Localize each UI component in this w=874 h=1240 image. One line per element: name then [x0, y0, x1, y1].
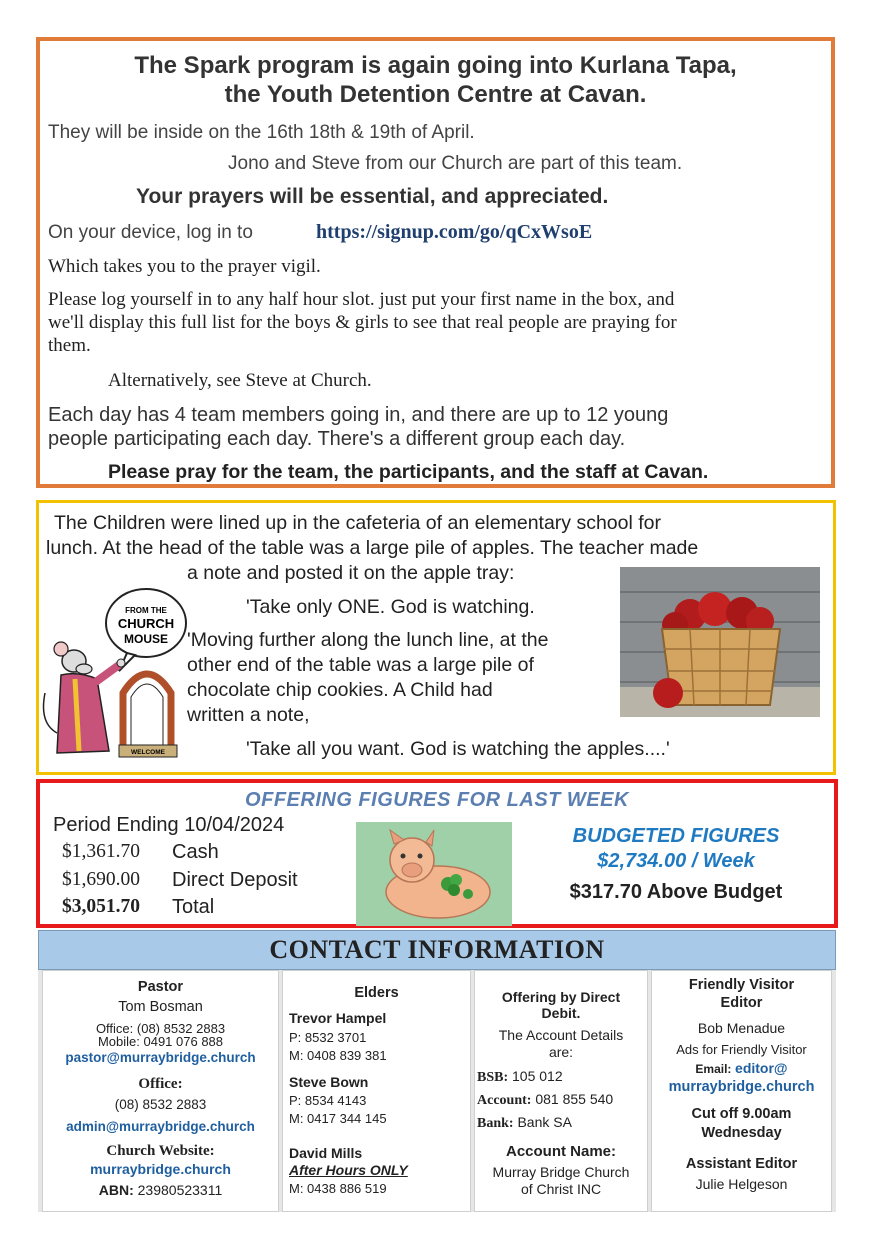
elder3-note: After Hours ONLY [289, 1162, 408, 1178]
bank-value: Bank SA [517, 1114, 572, 1130]
story-quote-2: 'Take all you want. God is watching the apples....' [246, 738, 670, 760]
spark-each-day-1: Each day has 4 team members going in, and there are up to 12 young [48, 404, 669, 426]
offering-heading: OFFERING FIGURES FOR LAST WEEK [245, 789, 629, 811]
pastor-title: Pastor [137, 979, 184, 995]
editor-email-label: Email: [695, 1062, 732, 1076]
office-phone: (08) 8532 2883 [114, 1097, 207, 1112]
budget-title: BUDGETED FIGURES [572, 825, 780, 847]
church-mouse-box [36, 500, 836, 775]
spark-pray: Please pray for the team, the participants, and the staff at Cavan. [108, 461, 709, 483]
story-line-5: other end of the table was a large pile of [187, 654, 534, 676]
pastor-mobile: Mobile: 0491 076 888 [97, 1034, 224, 1049]
badge-line3: MOUSE [123, 632, 169, 646]
office-title: Office: [138, 1076, 183, 1092]
piggy-photo [356, 822, 512, 926]
spark-instructions-2: we'll display this full list for the boys & girls to see that real people are praying for [48, 312, 677, 333]
spark-vigil: Which takes you to the prayer vigil. [48, 256, 321, 277]
elders-column [282, 970, 471, 1212]
office-email-link[interactable]: admin@murraybridge.church [66, 1119, 255, 1134]
contact-section [38, 930, 836, 1212]
account-name-title: Account Name: [505, 1143, 617, 1160]
debit-title-2: Debit. [541, 1005, 581, 1021]
elder3-name: David Mills [289, 1145, 363, 1161]
account-label: Account: [477, 1093, 532, 1108]
spark-team: Jono and Steve from our Church are part of this team. [228, 153, 683, 174]
spark-each-day-2: people participating each day. There's a different group each day. [48, 428, 626, 450]
spark-title-line1: The Spark program is again going into Kurlana Tapa, [134, 52, 737, 79]
direct-debit-column [474, 970, 648, 1212]
elder1-name: Trevor Hampel [289, 1010, 387, 1026]
bsb-line [477, 1068, 563, 1086]
elder2-phone: P: 8534 4143 [289, 1093, 367, 1108]
debit-details-2: are: [548, 1044, 574, 1060]
cash-label: Cash [172, 841, 219, 863]
badge-line1: FROM THE [125, 606, 167, 615]
abn-line [43, 1182, 278, 1198]
editor-email-line1 [652, 1060, 831, 1076]
elders-title: Elders [354, 985, 399, 1001]
story-line-4: 'Moving further along the lunch line, at the [187, 629, 549, 651]
elder1-mobile: M: 0408 839 381 [289, 1048, 387, 1063]
spark-program-box [36, 37, 835, 488]
above-budget: $317.70 Above Budget [569, 881, 783, 903]
debit-title-1: Offering by Direct [501, 989, 621, 1005]
account-line [477, 1091, 613, 1109]
pastor-office: Office: (08) 8532 2883 [95, 1021, 226, 1036]
apple-basket-photo [620, 567, 820, 717]
offering-box [36, 779, 838, 928]
elder3-mobile: M: 0438 886 519 [289, 1181, 387, 1196]
total-amount: $3,051.70 [62, 896, 140, 917]
story-line-2: lunch. At the head of the table was a large pile of apples. The teacher made [46, 537, 699, 559]
editor-name: Bob Menadue [697, 1020, 786, 1036]
abn-label: ABN: [98, 1182, 134, 1198]
assistant-title: Assistant Editor [685, 1156, 798, 1172]
bank-line [477, 1114, 572, 1132]
website-link[interactable]: murraybridge.church [90, 1161, 231, 1177]
abn-value: 23980523311 [137, 1182, 223, 1198]
cutoff-2: Wednesday [701, 1125, 782, 1141]
editor-title-1: Friendly Visitor [688, 977, 795, 993]
assistant-name: Julie Helgeson [695, 1176, 788, 1192]
story-line-6: chocolate chip cookies. A Child had [187, 679, 493, 701]
elder1-phone: P: 8532 3701 [289, 1030, 367, 1045]
period-ending: Period Ending 10/04/2024 [53, 814, 285, 836]
story-line-1: The Children were lined up in the cafeteria of an elementary school for [54, 512, 662, 534]
welcome-mat-label: WELCOME [131, 749, 165, 756]
spark-instructions-1: Please log yourself in to any half hour slot. just put your first name in the box, and [48, 289, 675, 310]
website-title: Church Website: [106, 1143, 215, 1159]
bsb-label: BSB: [477, 1070, 509, 1085]
budget-amount: $2,734.00 / Week [597, 850, 755, 872]
editor-title-2: Editor [720, 995, 763, 1011]
editor-column [651, 970, 832, 1212]
editor-email-part1[interactable]: editor@ [735, 1060, 788, 1076]
debit-details-1: The Account Details [498, 1027, 624, 1043]
signup-link[interactable]: https://signup.com/go/qCxWsoE [316, 221, 593, 243]
cutoff-1: Cut off 9.00am [691, 1106, 792, 1122]
bsb-value: 105 012 [512, 1068, 563, 1084]
direct-deposit-label: Direct Deposit [172, 869, 298, 891]
spark-instructions-3: them. [48, 335, 91, 356]
editor-email-link[interactable]: murraybridge.church [668, 1079, 815, 1095]
pastor-column [42, 970, 279, 1212]
spark-title-line2: the Youth Detention Centre at Cavan. [224, 81, 647, 108]
spark-prayers: Your prayers will be essential, and appreciated. [136, 185, 609, 208]
story-quote-1: 'Take only ONE. God is watching. [246, 596, 535, 618]
elder2-name: Steve Bown [289, 1074, 369, 1090]
church-mouse-illustration [39, 583, 189, 768]
story-line-7: written a note, [187, 704, 310, 726]
spark-alternative: Alternatively, see Steve at Church. [108, 370, 372, 391]
contact-heading: CONTACT INFORMATION [38, 930, 836, 970]
cash-amount: $1,361.70 [62, 841, 140, 862]
story-line-3: a note and posted it on the apple tray: [187, 562, 515, 584]
elder2-mobile: M: 0417 344 145 [289, 1111, 387, 1126]
spark-dates: They will be inside on the 16th 18th & 19th of April. [48, 122, 475, 143]
spark-login-prefix: On your device, log in to [48, 222, 253, 243]
badge-line2: CHURCH [117, 616, 175, 631]
account-value: 081 855 540 [535, 1091, 614, 1107]
account-name-1: Murray Bridge Church [492, 1164, 630, 1180]
pastor-email-link[interactable]: pastor@murraybridge.church [65, 1050, 256, 1065]
direct-deposit-amount: $1,690.00 [62, 869, 140, 890]
pastor-name: Tom Bosman [118, 999, 203, 1015]
editor-ads: Ads for Friendly Visitor [676, 1042, 807, 1057]
total-label: Total [172, 896, 215, 918]
bank-label: Bank: [477, 1116, 514, 1131]
account-name-2: of Christ INC [520, 1181, 602, 1197]
